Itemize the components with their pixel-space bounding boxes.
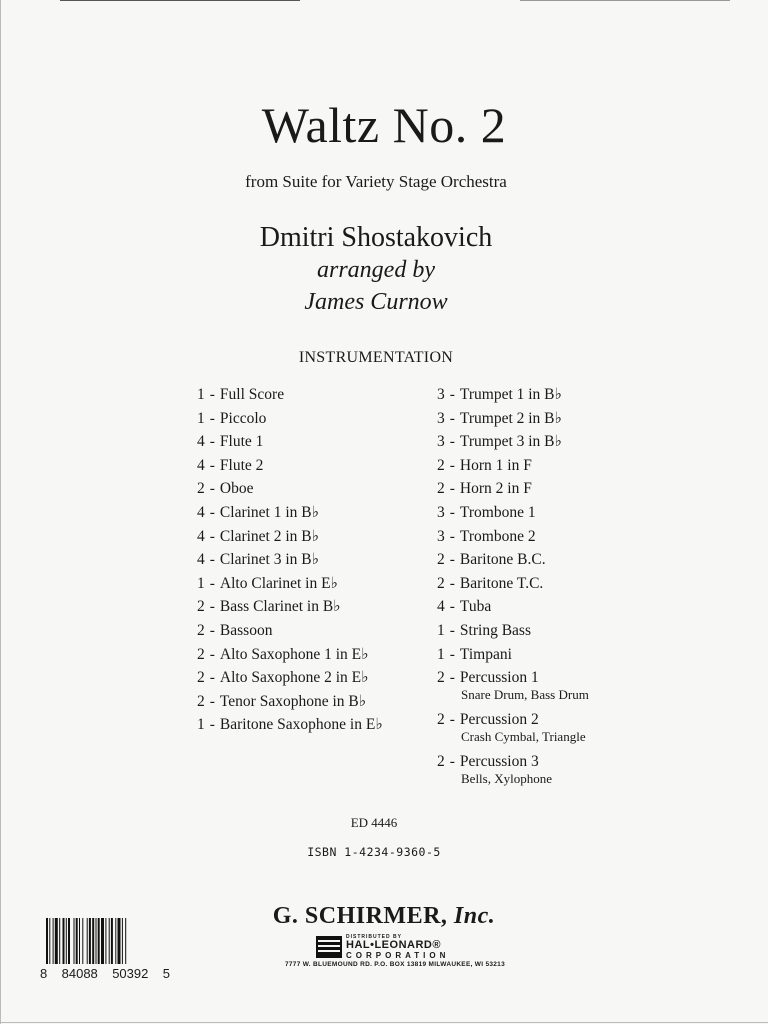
instrument-name: Flute 1 bbox=[219, 433, 264, 451]
instrument-quantity: 3 bbox=[437, 503, 445, 521]
instrument-name: Piccolo bbox=[219, 409, 267, 427]
instrument-line bbox=[197, 693, 383, 711]
separator-dash: - bbox=[209, 551, 215, 569]
instrument-name: Horn 2 in F bbox=[459, 480, 532, 498]
separator-dash: - bbox=[449, 711, 455, 729]
instrument-quantity: 1 bbox=[197, 386, 205, 403]
instrument-line bbox=[437, 575, 589, 593]
instrument-detail: Snare Drum, Bass Drum bbox=[461, 687, 589, 703]
instrument-row bbox=[437, 386, 589, 410]
instrument-row bbox=[197, 528, 383, 552]
instrument-row bbox=[437, 598, 589, 622]
instrument-quantity: 2 bbox=[197, 621, 205, 639]
instrument-line bbox=[437, 528, 589, 546]
instrument-line bbox=[437, 410, 589, 428]
instrument-name: Alto Saxophone 1 in E♭ bbox=[219, 645, 369, 663]
instrument-quantity: 2 bbox=[197, 692, 205, 710]
instrument-list-right bbox=[437, 386, 589, 795]
instrument-line bbox=[197, 622, 383, 640]
separator-dash: - bbox=[209, 480, 215, 498]
instrument-row bbox=[437, 480, 589, 504]
instrument-line bbox=[197, 504, 383, 522]
instrument-row bbox=[437, 551, 589, 575]
instrument-name: Baritone Saxophone in E♭ bbox=[219, 716, 383, 734]
instrument-quantity: 2 bbox=[437, 574, 445, 592]
distributor-address: 7777 W. BLUEMOUND RD. P.O. BOX 13819 MILWAUKEE, WI 53213 bbox=[284, 961, 506, 968]
score-title: Waltz No. 2 bbox=[261, 97, 507, 153]
instrument-name: Trumpet 2 in B♭ bbox=[459, 409, 562, 427]
separator-dash: - bbox=[449, 551, 455, 569]
instrument-name: Horn 1 in F bbox=[459, 456, 532, 474]
instrument-name: Clarinet 1 in B♭ bbox=[219, 503, 319, 521]
edition-number: ED 4446 bbox=[350, 815, 398, 830]
barcode-digit-group: 50392 bbox=[112, 966, 149, 981]
separator-dash: - bbox=[449, 409, 455, 427]
instrument-row bbox=[197, 551, 383, 575]
instrument-line bbox=[437, 386, 589, 404]
bottom-rule bbox=[0, 1022, 768, 1023]
instrument-quantity: 4 bbox=[197, 456, 205, 474]
separator-dash: - bbox=[449, 503, 455, 521]
instrument-row bbox=[437, 410, 589, 434]
instrument-quantity: 1 bbox=[197, 409, 205, 427]
instrument-row bbox=[197, 457, 383, 481]
separator-dash: - bbox=[449, 753, 455, 771]
instrument-name: Clarinet 3 in B♭ bbox=[219, 551, 319, 569]
arranged-by-label: arranged by bbox=[317, 257, 435, 283]
instrument-name: Clarinet 2 in B♭ bbox=[219, 527, 319, 545]
instrument-row bbox=[197, 622, 383, 646]
instrument-line bbox=[197, 386, 383, 404]
separator-dash: - bbox=[209, 456, 215, 474]
instrument-name: Bass Clarinet in B♭ bbox=[219, 598, 341, 616]
instrument-quantity: 1 bbox=[437, 621, 445, 639]
instrument-quantity: 4 bbox=[197, 551, 205, 569]
instrument-line bbox=[437, 646, 589, 664]
instrument-line bbox=[437, 433, 589, 451]
instrument-row bbox=[437, 753, 589, 795]
instrument-quantity: 2 bbox=[437, 669, 445, 687]
instrument-name: Timpani bbox=[459, 645, 512, 663]
instrument-row bbox=[437, 504, 589, 528]
instrument-row bbox=[197, 646, 383, 670]
instrument-name: Percussion 3 bbox=[459, 753, 539, 771]
barcode-digits bbox=[40, 966, 170, 981]
separator-dash: - bbox=[449, 574, 455, 592]
instrument-quantity: 2 bbox=[197, 598, 205, 616]
instrument-line bbox=[197, 433, 383, 451]
separator-dash: - bbox=[209, 574, 215, 592]
instrument-name: Percussion 2 bbox=[459, 711, 539, 729]
instrument-name: Bassoon bbox=[219, 621, 273, 639]
instrument-name: Oboe bbox=[219, 480, 254, 498]
instrument-line bbox=[437, 551, 589, 569]
instrument-line bbox=[437, 669, 589, 687]
instrument-list-left bbox=[197, 386, 383, 740]
hal-leonard-logo-icon bbox=[316, 936, 342, 958]
instrument-row bbox=[437, 622, 589, 646]
instrument-quantity: 1 bbox=[197, 716, 205, 734]
instrument-quantity: 4 bbox=[197, 527, 205, 545]
instrument-line bbox=[197, 528, 383, 546]
instrument-row bbox=[437, 646, 589, 670]
instrument-quantity: 2 bbox=[197, 645, 205, 663]
instrument-quantity: 2 bbox=[197, 480, 205, 498]
distributed-by-label: DISTRIBUTED BY bbox=[346, 934, 402, 940]
separator-dash: - bbox=[209, 621, 215, 639]
instrument-quantity: 2 bbox=[437, 711, 445, 729]
instrument-line bbox=[437, 711, 589, 729]
instrument-name: Tuba bbox=[459, 598, 492, 616]
instrument-quantity: 2 bbox=[437, 551, 445, 569]
instrument-name: Trumpet 3 in B♭ bbox=[459, 433, 562, 451]
separator-dash: - bbox=[209, 645, 215, 663]
separator-dash: - bbox=[209, 386, 215, 403]
instrument-line bbox=[437, 622, 589, 640]
instrument-row bbox=[197, 693, 383, 717]
separator-dash: - bbox=[209, 716, 215, 734]
instrument-quantity: 4 bbox=[197, 503, 205, 521]
instrument-quantity: 4 bbox=[437, 598, 445, 616]
instrument-row bbox=[197, 410, 383, 434]
publisher-main: G. SCHIRMER, bbox=[272, 903, 448, 929]
instrument-name: Full Score bbox=[219, 386, 285, 403]
instrument-name: Flute 2 bbox=[219, 456, 264, 474]
separator-dash: - bbox=[209, 692, 215, 710]
instrument-name: Alto Clarinet in E♭ bbox=[219, 574, 338, 592]
top-rule bbox=[60, 0, 300, 1]
separator-dash: - bbox=[449, 598, 455, 616]
isbn-number: ISBN 1-4234-9360-5 bbox=[307, 845, 441, 859]
instrument-row bbox=[437, 528, 589, 552]
instrument-name: Baritone T.C. bbox=[459, 574, 544, 592]
separator-dash: - bbox=[449, 645, 455, 663]
separator-dash: - bbox=[449, 456, 455, 474]
separator-dash: - bbox=[449, 386, 455, 403]
instrument-row bbox=[197, 716, 383, 740]
instrument-row bbox=[197, 433, 383, 457]
distributor-corporation: CORPORATION bbox=[346, 951, 450, 960]
instrument-row bbox=[437, 575, 589, 599]
instrument-row bbox=[437, 457, 589, 481]
instrument-line bbox=[437, 480, 589, 498]
instrument-line bbox=[437, 598, 589, 616]
instrument-row bbox=[197, 575, 383, 599]
instrument-row bbox=[197, 598, 383, 622]
instrument-line bbox=[197, 646, 383, 664]
instrument-quantity: 1 bbox=[437, 645, 445, 663]
instrument-line bbox=[197, 598, 383, 616]
instrument-name: Tenor Saxophone in B♭ bbox=[219, 692, 367, 710]
instrument-line bbox=[437, 457, 589, 475]
score-subtitle: from Suite for Variety Stage Orchestra bbox=[245, 172, 507, 191]
instrument-quantity: 3 bbox=[437, 433, 445, 451]
instrument-quantity: 1 bbox=[197, 574, 205, 592]
instrument-line bbox=[197, 575, 383, 593]
instrument-row bbox=[437, 669, 589, 711]
instrument-row bbox=[197, 386, 383, 410]
instrument-name: Baritone B.C. bbox=[459, 551, 546, 569]
instrument-quantity: 4 bbox=[197, 433, 205, 451]
top-rule-right bbox=[520, 0, 730, 1]
separator-dash: - bbox=[209, 527, 215, 545]
instrumentation-heading: INSTRUMENTATION bbox=[298, 349, 454, 366]
instrument-quantity: 3 bbox=[437, 386, 445, 403]
instrument-quantity: 2 bbox=[197, 669, 205, 687]
instrument-line bbox=[197, 669, 383, 687]
instrument-line bbox=[197, 716, 383, 734]
separator-dash: - bbox=[449, 527, 455, 545]
instrument-detail: Bells, Xylophone bbox=[461, 771, 552, 787]
instrument-name: Alto Saxophone 2 in E♭ bbox=[219, 669, 369, 687]
separator-dash: - bbox=[209, 669, 215, 687]
instrument-line bbox=[197, 480, 383, 498]
instrument-row bbox=[197, 480, 383, 504]
instrument-line bbox=[437, 504, 589, 522]
instrument-name: String Bass bbox=[459, 621, 531, 639]
separator-dash: - bbox=[209, 598, 215, 616]
instrument-line bbox=[437, 753, 589, 771]
instrument-name: Trombone 2 bbox=[459, 527, 536, 545]
publisher-suffix: Inc. bbox=[453, 903, 496, 929]
instrument-quantity: 3 bbox=[437, 527, 445, 545]
separator-dash: - bbox=[449, 669, 455, 687]
instrument-row bbox=[437, 433, 589, 457]
instrument-line bbox=[197, 410, 383, 428]
instrument-row bbox=[197, 669, 383, 693]
barcode-digit-group: 5 bbox=[162, 966, 170, 981]
instrument-name: Trombone 1 bbox=[459, 503, 536, 521]
instrument-quantity: 2 bbox=[437, 753, 445, 771]
arranger-name: James Curnow bbox=[304, 289, 448, 315]
barcode-digit-group: 8 bbox=[40, 966, 48, 981]
instrument-name: Percussion 1 bbox=[459, 669, 539, 687]
instrument-quantity: 2 bbox=[437, 480, 445, 498]
separator-dash: - bbox=[209, 409, 215, 427]
instrument-quantity: 3 bbox=[437, 409, 445, 427]
distributor-name: HAL•LEONARD® bbox=[346, 939, 441, 951]
instrument-row bbox=[437, 711, 589, 753]
separator-dash: - bbox=[449, 621, 455, 639]
composer-name: Dmitri Shostakovich bbox=[259, 222, 493, 253]
separator-dash: - bbox=[449, 480, 455, 498]
instrument-quantity: 2 bbox=[437, 456, 445, 474]
instrument-name: Trumpet 1 in B♭ bbox=[459, 386, 562, 403]
separator-dash: - bbox=[209, 433, 215, 451]
instrument-line bbox=[197, 551, 383, 569]
separator-dash: - bbox=[449, 433, 455, 451]
instrument-line bbox=[197, 457, 383, 475]
barcode-icon bbox=[46, 918, 156, 964]
instrument-row bbox=[197, 504, 383, 528]
barcode-digit-group: 84088 bbox=[61, 966, 98, 981]
instrument-detail: Crash Cymbal, Triangle bbox=[461, 729, 586, 745]
separator-dash: - bbox=[209, 503, 215, 521]
